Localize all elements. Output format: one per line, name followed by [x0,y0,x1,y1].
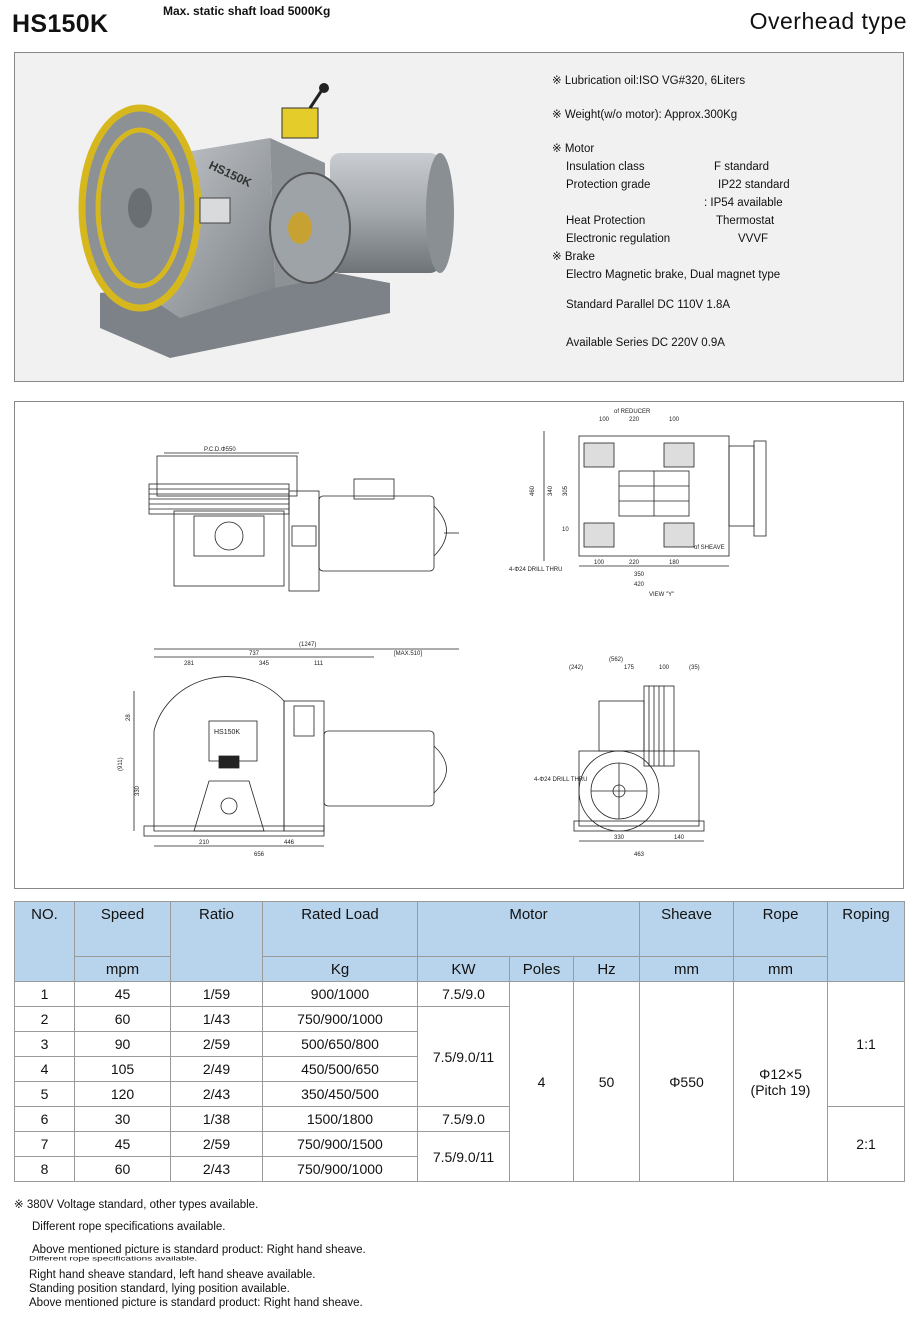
cell-ratio: 2/43 [171,1082,263,1107]
cell-no: 5 [15,1082,75,1107]
sub-header-sheave: mm [640,957,734,982]
motor-end [426,153,454,273]
cell-ratio: 1/43 [171,1007,263,1032]
svg-text:220: 220 [629,417,640,423]
cell-ratio: 1/38 [171,1107,263,1132]
svg-text:(911): (911) [118,757,124,771]
note-line: Right hand sheave standard, left hand sheave available. [29,1269,316,1281]
sub-header-load: Kg [263,957,418,982]
spec-weight: ※ Weight(w/o motor): Approx.300Kg [552,109,738,121]
note-line: Different rope specifications available. [29,1255,198,1263]
cell-sheave: Φ550 [640,982,734,1182]
elevation-plate-text: HS150K [214,729,241,736]
cell-speed: 60 [75,1157,171,1182]
svg-text:305: 305 [563,485,569,496]
cell-load: 750/900/1500 [263,1132,418,1157]
model-title: HS150K [12,10,109,38]
cell-no: 4 [15,1057,75,1082]
machine-photo [60,68,460,368]
table-row [15,982,905,1007]
header-row [15,902,905,957]
cell-no: 2 [15,1007,75,1032]
specification-table [14,901,905,1182]
svg-text:446: 446 [284,840,295,846]
cell-roping: 1:1 [828,982,905,1107]
note-line: Above mentioned picture is standard product: Right hand sheave. [29,1297,363,1309]
cell-speed: 45 [75,1132,171,1157]
cell-no: 7 [15,1132,75,1157]
technical-drawings [14,401,904,889]
svg-text:28: 28 [126,714,132,721]
svg-text:330: 330 [135,785,141,796]
cell-load: 450/500/650 [263,1057,418,1082]
col-header-roping: Roping [828,902,905,982]
cell-hz: 50 [574,982,640,1182]
svg-text:737: 737 [249,651,260,657]
top-view-drawing [149,447,459,591]
sub-header-hz: Hz [574,957,640,982]
brake-hub [288,212,312,244]
svg-text:330: 330 [614,835,625,841]
spec-motor-heading: ※ Motor [552,143,595,155]
cell-speed: 30 [75,1107,171,1132]
cell-kw: 7.5/9.0 [418,982,510,1007]
cell-load: 500/650/800 [263,1032,418,1057]
motor-row-label: Insulation class [566,161,645,173]
svg-text:10: 10 [562,527,569,533]
svg-text:[MAX.510]: [MAX.510] [394,651,423,657]
cell-speed: 60 [75,1007,171,1032]
motor-row-value: : IP54 available [704,197,783,209]
note-line: Different rope specifications available. [32,1221,226,1233]
svg-text:345: 345 [259,661,270,667]
subheader-row [15,957,905,982]
svg-text:340: 340 [548,485,554,496]
svg-text:180: 180 [669,560,680,566]
svg-text:463: 463 [634,852,645,858]
cell-load: 750/900/1000 [263,1157,418,1182]
sub-header-kw: KW [418,957,510,982]
max-load-text: Max. static shaft load 5000Kg [163,4,331,18]
cell-no: 1 [15,982,75,1007]
svg-text:4-Φ24 DRILL THRU: 4-Φ24 DRILL THRU [534,777,588,783]
sub-header-speed: mpm [75,957,171,982]
col-header-motor: Motor [418,902,640,957]
sheave-label: of SHEAVE [694,545,725,551]
type-title: Overhead type [749,8,907,34]
cell-speed: 90 [75,1032,171,1057]
cell-load: 350/450/500 [263,1082,418,1107]
svg-text:100: 100 [594,560,605,566]
svg-text:460: 460 [530,485,536,496]
cell-no: 8 [15,1157,75,1182]
cell-kw: 7.5/9.0 [418,1107,510,1132]
cell-speed: 120 [75,1082,171,1107]
view-label: VIEW "Y" [649,592,675,598]
sub-header-rope: mm [734,957,828,982]
motor-row-label: Electronic regulation [566,233,671,245]
cell-ratio: 2/59 [171,1032,263,1057]
cell-roping: 2:1 [828,1107,905,1182]
spec-lubrication: ※ Lubrication oil:ISO VG#320, 6Liters [552,75,746,87]
cell-load: 750/900/1000 [263,1007,418,1032]
cell-load: 1500/1800 [263,1107,418,1132]
cell-speed: 45 [75,982,171,1007]
svg-text:100: 100 [599,417,610,423]
svg-text:220: 220 [629,560,640,566]
spec-brake-parallel: Standard Parallel DC 110V 1.8A [566,299,731,311]
svg-text:656: 656 [254,852,265,858]
col-header-speed: Speed [75,902,171,957]
col-header-sheave: Sheave [640,902,734,957]
motor-row-value: F standard [714,161,769,173]
cell-no: 6 [15,1107,75,1132]
col-header-ratio: Ratio [171,902,263,982]
spec-brake-type: Electro Magnetic brake, Dual magnet type [566,269,781,281]
svg-text:(242): (242) [569,665,584,671]
cell-ratio: 2/59 [171,1132,263,1157]
motor-row-value: Thermostat [716,215,775,227]
motor-row-value: VVVF [738,233,769,245]
cell-poles: 4 [510,982,574,1182]
photo-nameplate-text: HS150K [206,158,254,190]
cell-ratio: 2/49 [171,1057,263,1082]
motor-row-label: Heat Protection [566,215,646,227]
svg-text:210: 210 [199,840,210,846]
cell-kw: 7.5/9.0/11 [418,1132,510,1182]
rope-pitch: (Pitch 19) [750,1081,811,1098]
svg-text:175: 175 [624,665,635,671]
cell-ratio: 1/59 [171,982,263,1007]
col-header-rope: Rope [734,902,828,957]
svg-text:(562): (562) [609,657,624,663]
brake-lever-box [282,108,318,138]
svg-text:(1247): (1247) [299,642,317,648]
motor-row-label: Protection grade [566,179,651,191]
svg-text:111: 111 [314,661,324,667]
cell-load: 900/1000 [263,982,418,1007]
motor-row-value: IP22 standard [718,179,790,191]
note-line: Standing position standard, lying position available. [29,1283,290,1295]
plan-view-drawing [509,409,766,598]
note-line: ※ 380V Voltage standard, other types available. [14,1199,259,1211]
col-header-load: Rated Load [263,902,418,957]
sub-header-poles: Poles [510,957,574,982]
side-elevation-drawing [534,657,704,858]
svg-text:100: 100 [669,417,680,423]
col-header-no: NO. [15,902,75,982]
svg-text:281: 281 [184,661,195,667]
cell-rope [734,982,828,1182]
svg-text:350: 350 [634,572,645,578]
svg-text:140: 140 [674,835,685,841]
cell-speed: 105 [75,1057,171,1082]
spec-brake-heading: ※ Brake [552,251,595,263]
rope-spec: Φ12×5 [759,1065,802,1082]
spec-brake-series: Available Series DC 220V 0.9A [566,337,725,349]
cell-no: 3 [15,1032,75,1057]
drill-label: 4-Φ24 DRILL THRU [509,567,563,573]
cell-ratio: 2/43 [171,1157,263,1182]
front-elevation-drawing [118,642,459,858]
svg-text:100: 100 [659,665,670,671]
cell-kw: 7.5/9.0/11 [418,1007,510,1107]
note-line: Above mentioned picture is standard product: Right hand sheave. [32,1244,366,1256]
svg-text:420: 420 [634,582,645,588]
pcd-label: P.C.D.Φ550 [204,447,236,453]
svg-text:(35): (35) [689,665,700,671]
reducer-label: of REDUCER [614,409,651,415]
